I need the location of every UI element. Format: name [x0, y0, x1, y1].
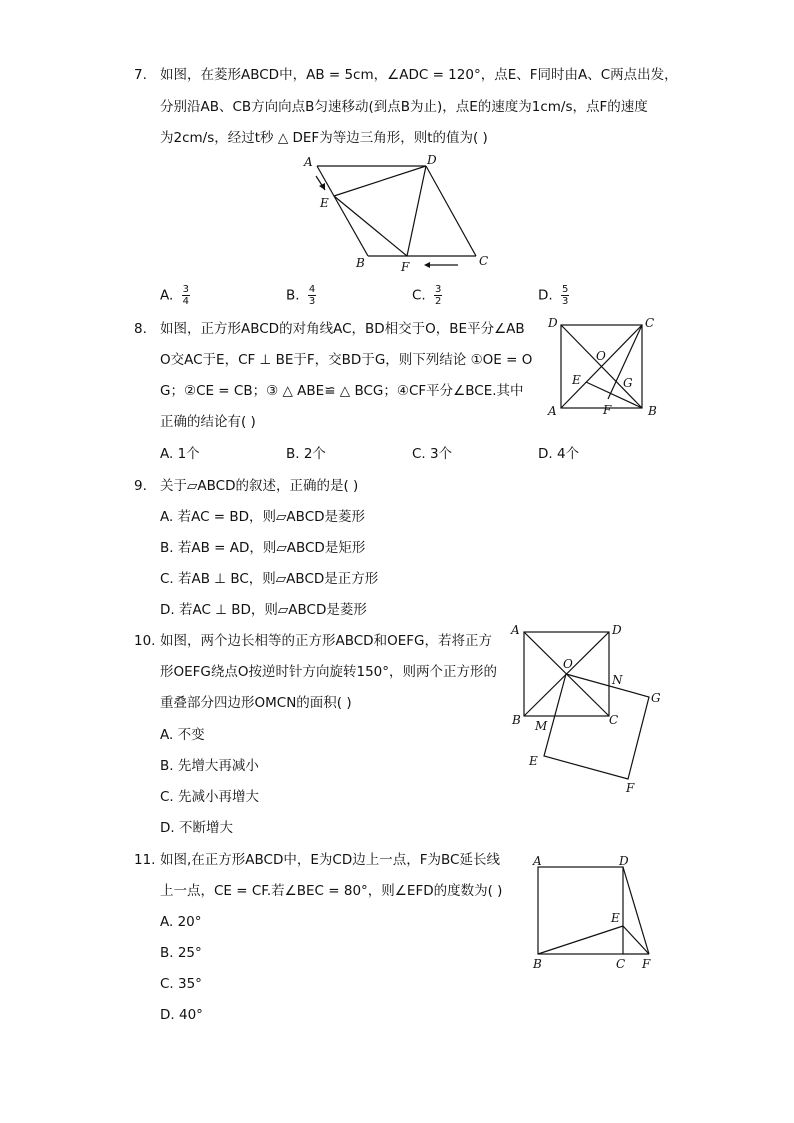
q10-label-f: F: [626, 781, 635, 795]
q10-label-b: B: [512, 713, 521, 727]
q8-label-b: B: [648, 404, 657, 418]
q10-text-line2: 形OEFG绕点O按逆时针方向旋转150°，则两个正方形的: [160, 664, 498, 680]
q7-text-line3: 为2cm/s，经过t秒 △ DEF为等边三角形，则t的值为( ): [160, 130, 488, 146]
q7-option-c-numerator: 3: [435, 284, 442, 295]
q8-label-o: O: [596, 349, 606, 363]
q11-option-c[interactable]: C. 35°: [160, 976, 202, 992]
q7-option-a-fraction: [182, 284, 190, 307]
q7-text-line2: 分别沿AB、CB方向向点B匀速移动(到点B为止)，点E的速度为1cm/s，点F的速度: [160, 99, 648, 115]
q10-text-line3: 重叠部分四边形OMCN的面积( ): [160, 695, 352, 711]
q11-option-a[interactable]: A. 20°: [160, 914, 202, 930]
q10-label-e: E: [529, 754, 538, 768]
q10-option-c[interactable]: C. 先减小再增大: [160, 789, 260, 805]
q10-label-a: A: [511, 623, 520, 637]
q8-option-b[interactable]: B. 2个: [286, 446, 326, 462]
q9-option-c[interactable]: C. 若AB ⊥ BC，则▱ABCD是正方形: [160, 571, 379, 587]
q7-option-d-letter: D.: [538, 287, 553, 304]
q7-option-d-numerator: 5: [561, 284, 569, 295]
q7-option-a-numerator: 3: [182, 284, 189, 295]
q7-option-a-denominator: 4: [182, 296, 189, 307]
q8-option-a[interactable]: A. 1个: [160, 446, 200, 462]
q11-label-d: D: [619, 854, 629, 868]
q7-option-c-letter: C.: [412, 287, 426, 304]
q9-option-d[interactable]: D. 若AC ⊥ BD，则▱ABCD是菱形: [160, 602, 367, 618]
q7-option-d[interactable]: [538, 284, 569, 307]
q11-text-line1: 如图,在正方形ABCD中，E为CD边上一点，F为BC延长线: [160, 852, 500, 868]
q10-option-b[interactable]: B. 先增大再减小: [160, 758, 259, 774]
q11-label-e: E: [611, 911, 620, 925]
q11-option-d[interactable]: D. 40°: [160, 1007, 203, 1023]
q10-text-line1: 如图，两个边长相等的正方形ABCD和OEFG，若将正方: [160, 633, 492, 649]
q9-option-b[interactable]: B. 若AB = AD，则▱ABCD是矩形: [160, 540, 366, 556]
q11-number: 11.: [134, 852, 156, 868]
q9-option-a[interactable]: A. 若AC = BD，则▱ABCD是菱形: [160, 509, 366, 525]
q7-option-d-fraction: [561, 284, 569, 307]
q10-label-d: D: [612, 623, 622, 637]
q7-option-c[interactable]: [412, 284, 442, 307]
q7-option-b-letter: B.: [286, 287, 300, 304]
q7-label-e: E: [320, 196, 329, 210]
q9-number: 9.: [134, 478, 147, 494]
q11-text-line2: 上一点，CE = CF.若∠BEC = 80°，则∠EFD的度数为( ): [160, 883, 503, 899]
q7-option-b-numerator: 4: [308, 284, 316, 295]
q8-label-g: G: [623, 376, 633, 390]
q7-option-b-denominator: 3: [308, 296, 316, 307]
q8-label-f: F: [603, 403, 612, 417]
q7-text-line1: 如图，在菱形ABCD中，AB = 5cm，∠ADC = 120°，点E、F同时由A、C两点出发，: [160, 67, 678, 83]
q11-label-a: A: [533, 854, 542, 868]
q9-text-line1: 关于▱ABCD的叙述，正确的是( ): [160, 478, 359, 494]
q7-option-a-letter: A.: [160, 287, 174, 304]
q7-option-d-denominator: 3: [561, 296, 569, 307]
q8-number: 8.: [134, 321, 147, 337]
q7-label-a: A: [304, 155, 313, 169]
q7-option-c-fraction: [434, 284, 442, 307]
q8-label-c: C: [645, 316, 655, 330]
q10-option-a[interactable]: A. 不变: [160, 727, 205, 743]
q7-option-b[interactable]: [286, 284, 316, 307]
q10-option-d[interactable]: D. 不断增大: [160, 820, 233, 836]
q8-label-e: E: [572, 373, 581, 387]
q7-option-c-denominator: 2: [435, 296, 442, 307]
q7-label-c: C: [479, 254, 489, 268]
q8-text-line1: 如图，正方形ABCD的对角线AC，BD相交于O，BE平分∠AB: [160, 321, 525, 337]
q8-label-a: A: [548, 404, 557, 418]
q10-label-o: O: [563, 657, 573, 671]
q8-text-line4: 正确的结论有( ): [160, 414, 256, 430]
q7-option-a[interactable]: [160, 284, 190, 307]
q10-label-n: N: [612, 673, 623, 687]
q7-number: 7.: [134, 67, 147, 83]
q7-option-b-fraction: [308, 284, 316, 307]
q8-option-d[interactable]: D. 4个: [538, 446, 580, 462]
q11-option-b[interactable]: B. 25°: [160, 945, 202, 961]
q11-label-f: F: [642, 957, 651, 971]
q11-label-b: B: [533, 957, 542, 971]
q10-label-g: G: [651, 691, 661, 705]
q7-label-d: D: [427, 153, 437, 167]
q11-label-c: C: [616, 957, 626, 971]
q8-option-c[interactable]: C. 3个: [412, 446, 453, 462]
q10-label-c: C: [609, 713, 619, 727]
q7-label-f: F: [401, 260, 410, 274]
q8-text-line2: O交AC于E，CF ⊥ BE于F，交BD于G，则下列结论 ①OE = O: [160, 352, 533, 368]
q8-text-line3: G；②CE = CB；③ △ ABE≌ △ BCG；④CF平分∠BCE.其中: [160, 383, 524, 399]
q10-label-m: M: [535, 719, 548, 733]
q8-label-d: D: [548, 316, 558, 330]
q7-label-b: B: [356, 256, 365, 270]
q10-number: 10.: [134, 633, 156, 649]
